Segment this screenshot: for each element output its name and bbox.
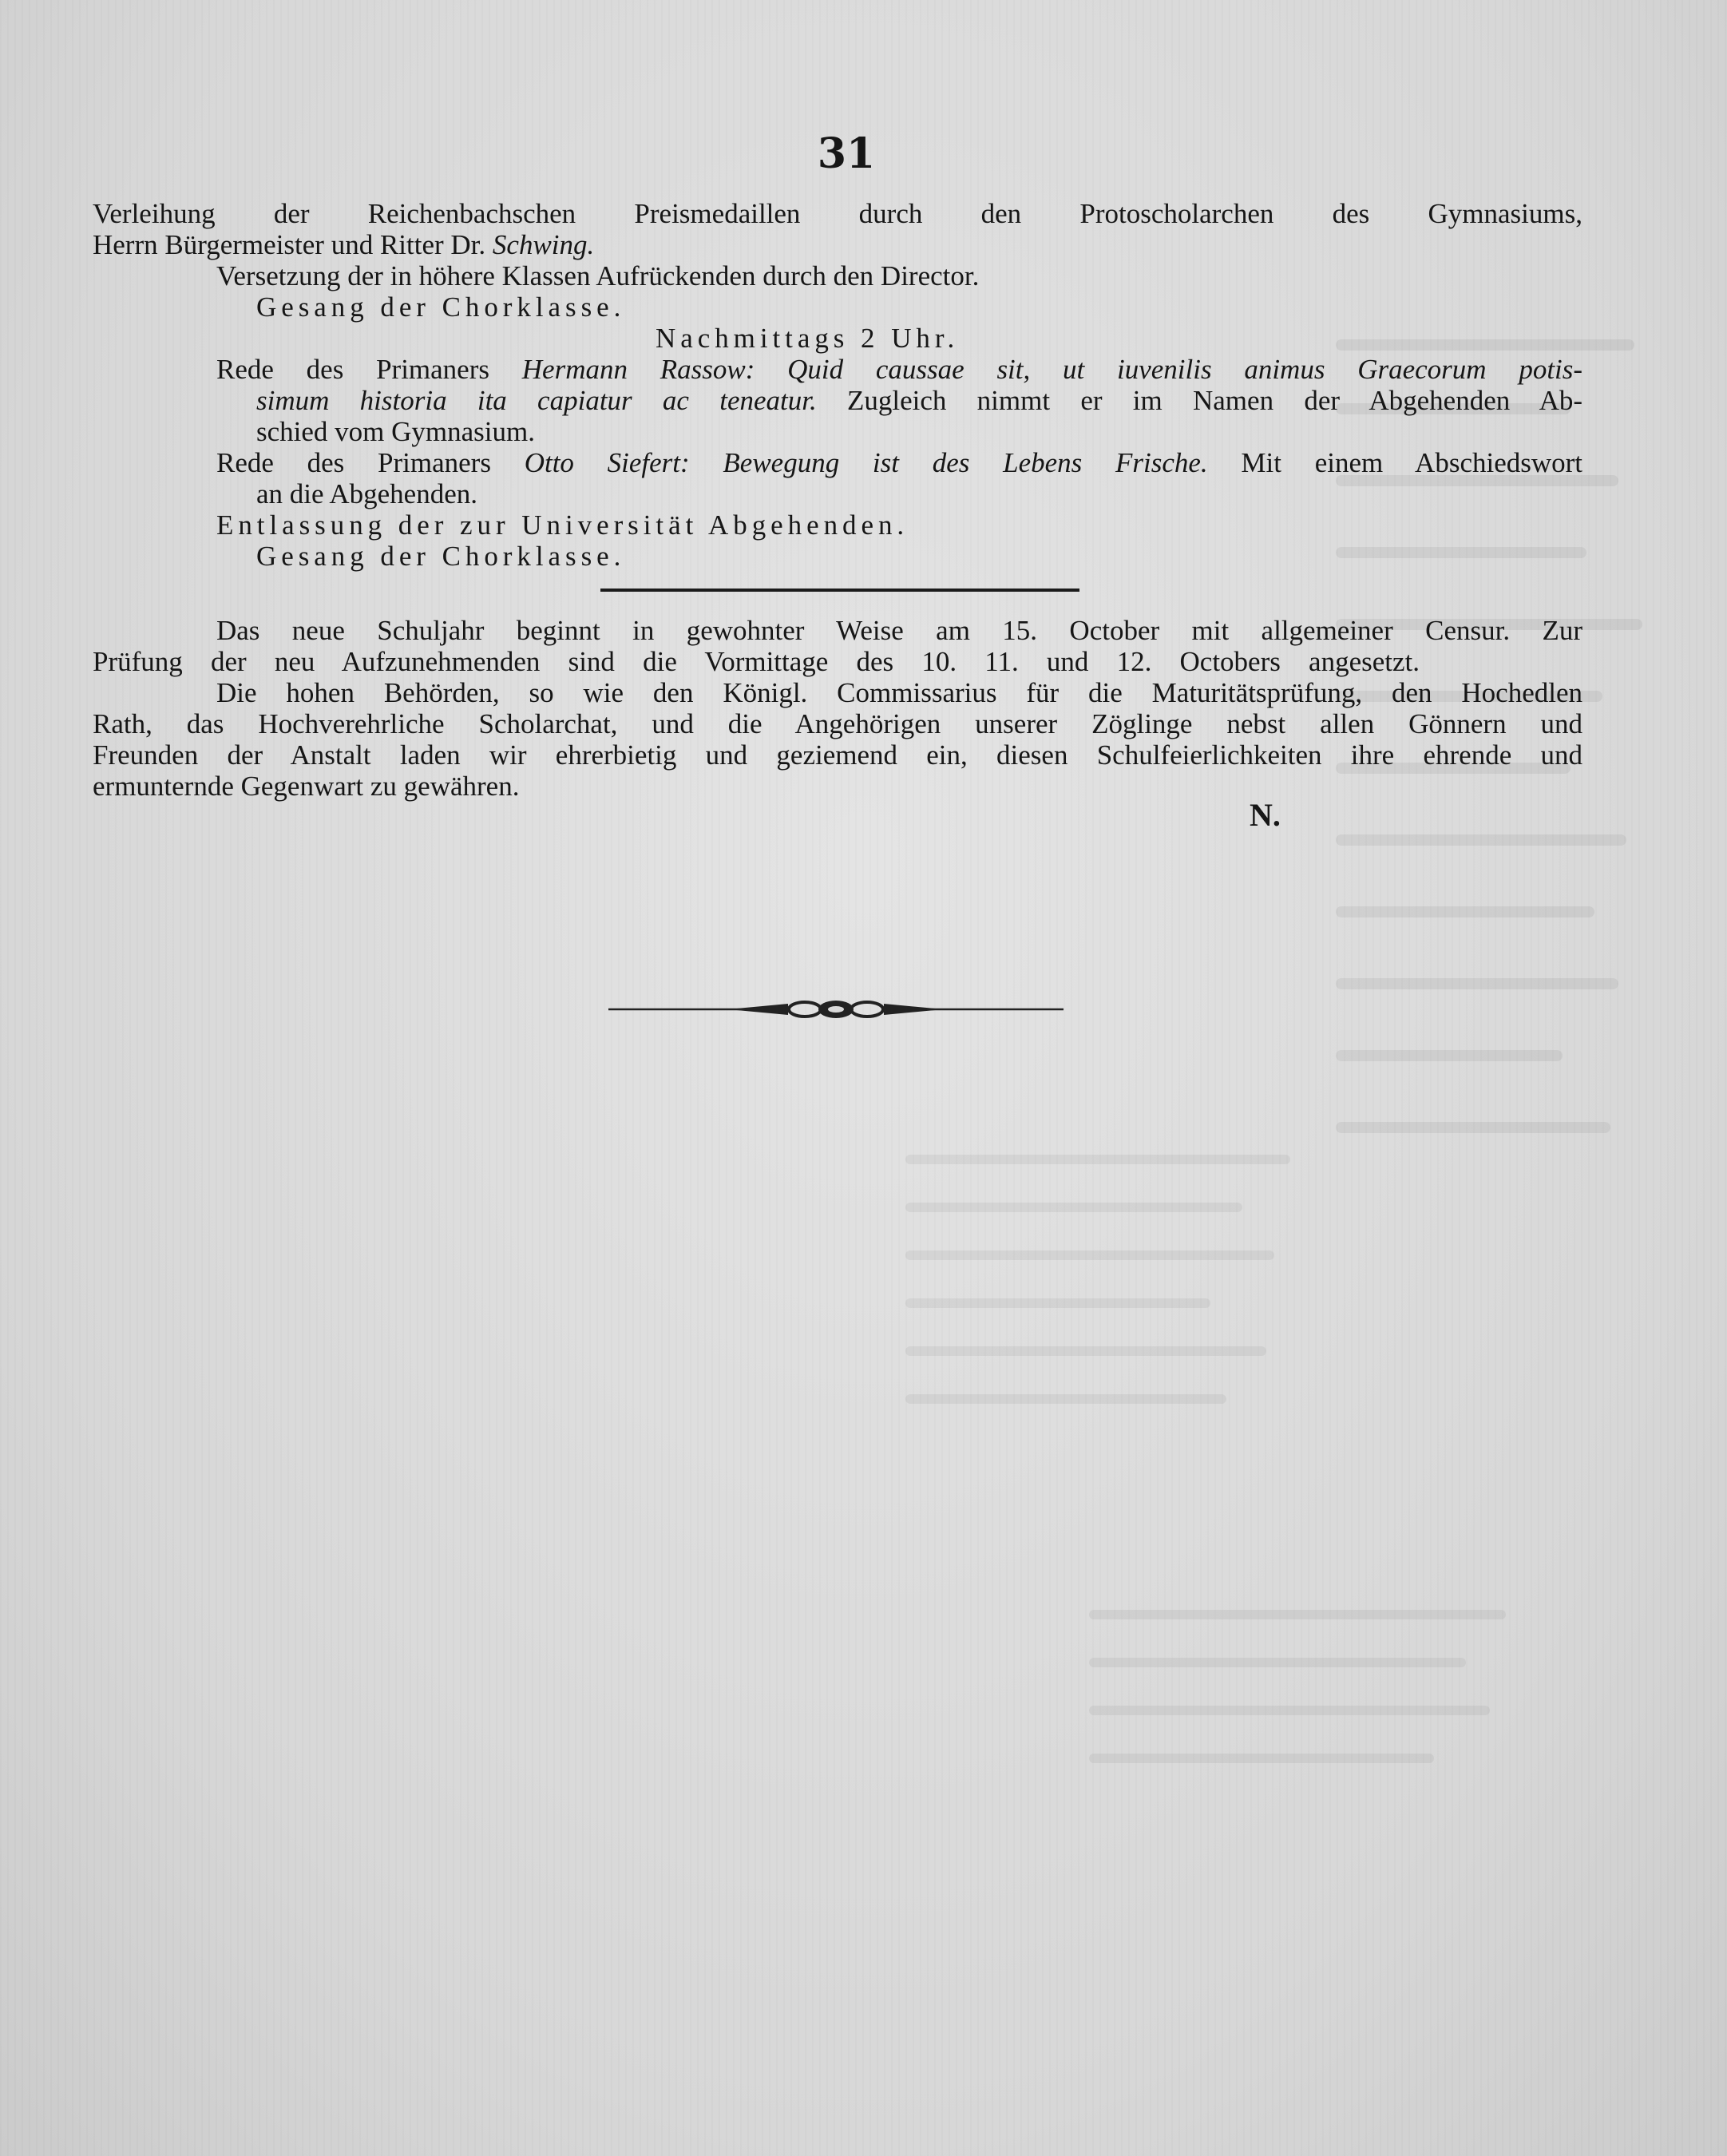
announcement-line-6: ermunternde Gegenwart zu gewähren.	[93, 771, 520, 802]
show-through-texture-bottom	[1054, 1557, 1501, 1781]
rassow-title-part-2: simum historia ita capiatur ac teneatur.	[256, 385, 817, 416]
rede-rassow-line-1	[216, 354, 1582, 385]
announcement-line-4: Rath, das Hochverehrliche Scholarchat, und die Angehörigen unserer Zöglinge nebst allen Gönnern und	[93, 708, 1582, 739]
rede-rassow-line-3: schied vom Gymnasium.	[256, 416, 535, 447]
rede-prefix: Rede des Primaners	[216, 354, 489, 385]
rassow-title-part-1: Quid caussae sit, ut iuvenilis animus Graecorum potis-	[787, 354, 1583, 385]
rede-prefix-2: Rede des Primaners	[216, 447, 491, 478]
section-rule	[600, 589, 1079, 592]
ornament-divider	[608, 990, 1064, 1028]
rede-siefert-line-2: an die Abgehenden.	[256, 478, 477, 509]
signature: N.	[1250, 797, 1281, 833]
schwing-line	[93, 229, 594, 260]
versetzung-line: Versetzung der in höhere Klassen Aufrückenden durch den Director.	[216, 260, 980, 291]
page-number: 31	[817, 129, 876, 178]
gesang-line-1: Gesang der Chorklasse.	[256, 291, 626, 323]
gesang-line-2: Gesang der Chorklasse.	[256, 541, 626, 572]
announcement-line-5: Freunden der Anstalt laden wir ehrerbietig und geziemend ein, diesen Schulfeierlichkeiten ihre ehrende und	[93, 739, 1582, 771]
rede-siefert-line-1	[216, 447, 1582, 478]
siefert-rest: Mit einem Abschiedswort	[1241, 447, 1583, 478]
announcement-line-1: Das neue Schuljahr beginnt in gewohnter Weise am 15. October mit allgemeiner Censur. Zur	[216, 615, 1582, 646]
show-through-texture-lower	[870, 1102, 1285, 1501]
show-through-lines-bottom	[1086, 1599, 1533, 1822]
rassow-rest: Zugleich nimmt er im Namen der Abgehenden Ab-	[847, 385, 1582, 416]
nachmittags-heading: Nachmittags 2 Uhr.	[656, 323, 960, 354]
rede-rassow-line-2	[256, 385, 1582, 416]
verleihung-line: Verleihung der Reichenbachschen Preismedaillen durch den Protoscholarchen des Gymnasiums,	[93, 198, 1582, 229]
show-through-lines-lower	[902, 1143, 1317, 1543]
schwing-prefix: Herrn Bürgermeister und Ritter Dr.	[93, 229, 486, 260]
schwing-name: Schwing.	[492, 229, 595, 260]
speaker-rassow: Hermann Rassow:	[521, 354, 755, 385]
speaker-siefert: Otto Siefert:	[524, 447, 690, 478]
announcement-line-3: Die hohen Behörden, so wie den Königl. Commissarius für die Maturitätsprüfung, den Hochedlen	[216, 677, 1582, 708]
siefert-title: Bewegung ist des Lebens Frische.	[723, 447, 1208, 478]
announcement-line-2: Prüfung der neu Aufzunehmenden sind die Vormittage des 10. 11. und 12. Octobers angesetzt.	[93, 646, 1420, 677]
entlassung-line: Entlassung der zur Universität Abgehenden.	[216, 509, 909, 541]
